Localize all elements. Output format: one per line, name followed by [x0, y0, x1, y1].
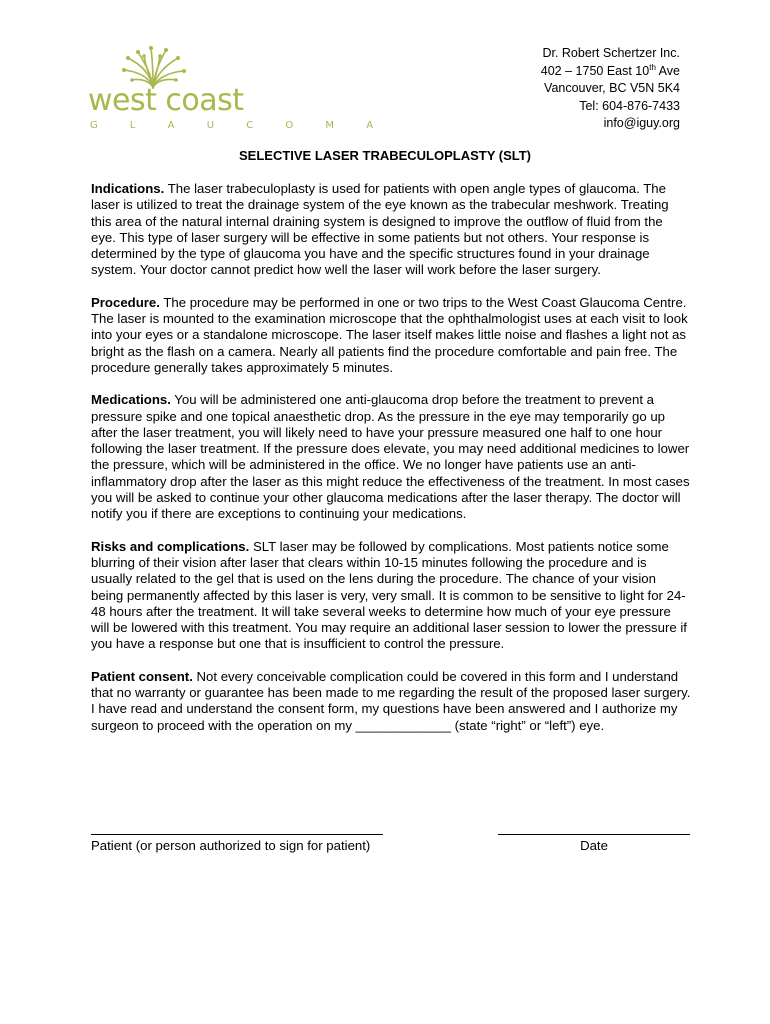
- logo-wordmark: west coast: [88, 83, 244, 118]
- section-risks: [91, 539, 691, 653]
- patient-signature-block: [91, 825, 383, 854]
- address-line-phone: Tel: 604-876-7433: [579, 98, 680, 113]
- section-indications: [91, 181, 691, 279]
- address-line-city: Vancouver, BC V5N 5K4: [544, 81, 680, 95]
- section-text: The procedure may be performed in one or two trips to the West Coast Glaucoma Centre. The laser is mounted to the examination microscope that the ophthalmologist uses at each visit to look into your eyes or a standalone microscope. The laser itself makes little noise and flashes a light not as bright as the flash on a camera. Nearly all patients find the procedure comfortable and pain free. The procedure generally takes approximately 5 minutes.: [91, 294, 688, 375]
- section-heading: Indications.: [91, 181, 165, 196]
- section-consent: [91, 669, 691, 734]
- section-text: Not every conceivable complication could be covered in this form and I understand that no warranty or guarantee has been made to me regarding the result of the proposed laser surgery. I have read and understand the consent form, my questions have been answered and I authorize my surgeon to proceed with the operation on my _____________ (state “right” or “left”) eye.: [91, 668, 691, 733]
- section-heading: Risks and complications.: [91, 538, 250, 554]
- section-heading: Procedure.: [91, 294, 160, 310]
- date-signature-block: [498, 825, 690, 854]
- document-body: [91, 181, 691, 750]
- section-heading: Patient consent.: [91, 668, 193, 684]
- address-line-street: 402 – 1750 East 10th Ave: [540, 62, 680, 78]
- section-heading: Medications.: [91, 392, 171, 408]
- date-signature-line[interactable]: [498, 825, 690, 835]
- document-title: SELECTIVE LASER TRABECULOPLASTY (SLT): [238, 148, 532, 163]
- practice-address: [541, 45, 680, 133]
- section-text: You will be administered one anti-glaucoma drop before the treatment to prevent a pressure spike and one topical anaesthetic drop. As the pressure in the eye may temporarily go up after the laser treatment, you will likely need to have your pressure measured one half to one hour following the laser treatment. If the pressure does elevate, you may need additional medicines to lower the pressure, which will be administered in the office. We no longer have patients use an anti-inflammatory drop after the laser as this might reduce the effectiveness of the treatment. In most cases you will be asked to continue your other glaucoma medications after the laser therapy. The doctor will notify you if there are exceptions to continuing your medications.: [91, 392, 690, 522]
- section-procedure: [91, 295, 691, 376]
- patient-signature-line[interactable]: [91, 825, 383, 835]
- section-text: SLT laser may be followed by complications. Most patients notice some blurring of their vision after laser that clears within 10-15 minutes following the procedure and is usually related to the gel that is used on the lens during the procedure. The chance of your vision being permanently affected by this laser is very, very small. It is common to be sensitive to light for 24-48 hours after the treatment. It will take several weeks to determine how much of your eye pressure will be lowered with this treatment. You may require an additional laser session to lower the pressure if you have a response but one that is insufficient to control the pressure.: [91, 538, 687, 652]
- patient-signature-label: Patient (or person authorized to sign for patient): [91, 838, 371, 853]
- section-text: The laser trabeculoplasty is used for patients with open angle types of glaucoma. The laser is utilized to treat the drainage system of the eye known as the trabecular meshwork. Treating this area of the natural internal draining system is designed to improve the outflow of fluid from the eye. This type of laser surgery will be effective in some patients but not others. Your response is determined by the type of glaucoma you have and the specific structures found in your drainage system. Your doctor cannot predict how well the laser will work before the laser surgery.: [91, 181, 669, 278]
- date-label: Date: [580, 838, 608, 853]
- address-line-name: Dr. Robert Schertzer Inc.: [542, 46, 680, 60]
- logo-subtitle: G L A U C O M A: [90, 120, 388, 131]
- address-line-email: info@iguy.org: [603, 116, 680, 130]
- west-coast-glaucoma-logo: [88, 44, 388, 134]
- section-medications: [91, 392, 691, 522]
